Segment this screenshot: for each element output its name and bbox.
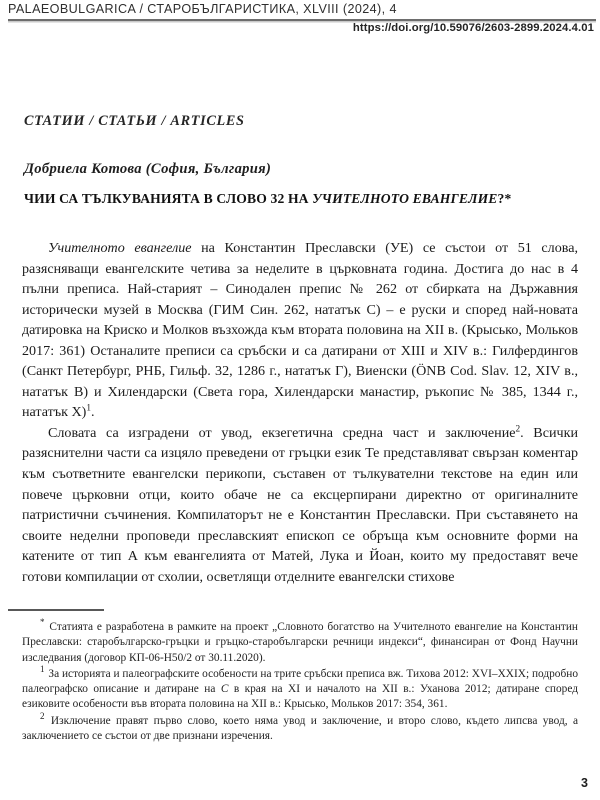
body-paragraph-2-text-a: Словата са изградени от увод, екзегетична средна част и заключение bbox=[48, 424, 516, 441]
doi-link[interactable]: https://doi.org/10.59076/2603-2899.2024.4.01 bbox=[352, 22, 594, 34]
body-paragraph-2 bbox=[22, 423, 578, 587]
header-rule bbox=[8, 19, 596, 21]
footnote-list bbox=[22, 617, 578, 744]
footnote-star-text: Статията е разработена в рамките на проект „Словното богатство на Учителното евангелие на Константин Преславски: старобългарско-гръцки и гръцко-старобългарски речници индекси“, финансиран от Фонд Научни изследвания (договор КП-06-Н50/2 от 30.11.2020). bbox=[22, 621, 578, 664]
footnote-one-text-a: За историята и палеографските особености на трите сръбски преписа вж. Тихова 2012: XVI–XXIX; подробно палеографско описание и датиране на bbox=[22, 667, 578, 696]
title-part-trailing: ?* bbox=[497, 191, 512, 206]
title-part-leading: ЧИИ СА ТЪЛКУВАНИЯТА В СЛОВО 32 НА bbox=[24, 191, 313, 206]
work-title-italic: Учителното евангелие bbox=[48, 240, 192, 256]
footnote-one-text-b: в края на XI и началото на XII в.: Уханова 2012; датиране според езиковите особености във втората половина на XII в.: Крысько, Мольков 2017: 354, 361. bbox=[22, 683, 578, 711]
title-part-italic: УЧИТЕЛНОТО ЕВАНГЕЛИЕ bbox=[312, 191, 498, 206]
author-byline: Добриела Котова (София, България) bbox=[24, 161, 272, 177]
body-paragraph-1-tail: . bbox=[91, 404, 95, 421]
body-paragraph-1 bbox=[22, 238, 578, 423]
body-paragraph-1-text: на Константин Преславски (УЕ) се състои от 51 слова, разясняващи евангелските четива за неделите в църковната година. Достига до нас в 4 пълни преписа. Най-старият – Синодален препис № 262 от сбирката на Държавния исторически музей в Москва (ГИМ Син. 262, нататък С) – е руски и според най-новата датировка на Криско и Молков възхожда към втората половина на XII в. (Крысько, Мольков 2017: 361) Останалите преписи са сръбски и са датирани от XIII и XIV в.: Гилфердингов (Санкт Петербург, РНБ, Гильф. 32, 1286 г., нататък Г), Виенски (ÖNB Cod. Slav. 12, XIV в., нататък В) и Хилендарски (Света гора, Хилендарски манастир, ръкопис № 385, 1344 г., нататък Х) bbox=[22, 240, 579, 421]
footnote-one-siglum: С bbox=[220, 683, 229, 696]
running-head: PALAEOBULGARICA / СТАРОБЪЛГАРИСТИКА, XLVIII (2024), 4 bbox=[8, 2, 397, 16]
footnote-marker-1: 1 bbox=[40, 664, 45, 675]
page-title bbox=[24, 191, 594, 207]
footnote-ref-2[interactable]: 2 bbox=[515, 424, 521, 435]
page-number: 3 bbox=[581, 776, 588, 790]
footnote-separator-rule bbox=[8, 609, 104, 611]
footnote-marker-2: 2 bbox=[40, 711, 45, 721]
article-body bbox=[22, 238, 578, 587]
footnote-star bbox=[22, 617, 578, 666]
section-label: СТАТИИ / СТАТЬИ / ARTICLES bbox=[24, 113, 245, 129]
footnote-two-text: Изключение правят първо слово, което няма увод и заключение, и второ слово, където липсва увод, а заключението се състои от две признани изречения. bbox=[22, 714, 578, 743]
body-paragraph-2-text-b: . Всички разяснителни части са изцяло преведени от гръцки език Те представляват свързан коментар към съответните евангелски перикопи, съставен от тълкувателни текстове на един или повече църковни отци, които обаче не са ексцерпирани директно от оригиналните патристични съчинения. Компилаторът не е Константин Преславски. При съставянето на своите неделни проповеди преславският епископ се обръща към основните форми на катените от тип А към евангелията от Матей, Лука и Йоан, които му предоставят вече готови компилации от схолии, осветлящи отделните евангелски стихове bbox=[22, 424, 578, 585]
footnote-two bbox=[22, 711, 578, 745]
footnote-ref-1[interactable]: 1 bbox=[86, 403, 92, 414]
footnote-one bbox=[22, 664, 578, 713]
footnote-marker-star: * bbox=[40, 617, 45, 628]
